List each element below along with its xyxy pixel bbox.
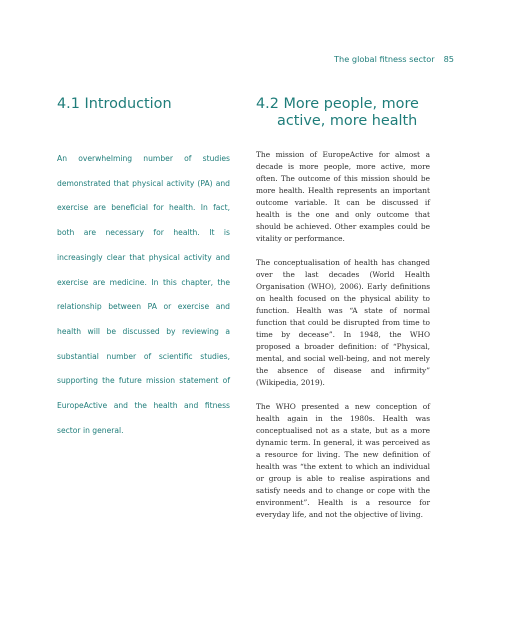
body-paragraph: The conceptualisation of health has changed over the last decades (World Health Organisation (WHO), 2006). Early definitions on health focused on the physical ability to function. Health was “A state of normal function that could be disrupted from time to time by decease”. In 1948, the WHO proposed a broader definition: of “Physical, mental, and social well-being, and not merely the absence of disease and infirmity” (Wikipedia, 2019).	[256, 258, 430, 387]
heading-line-1: 4.2 More people, more	[256, 96, 419, 112]
body-text	[256, 149, 430, 521]
running-title: The global fitness sector	[334, 54, 435, 64]
left-column	[57, 96, 230, 443]
body-paragraph: The WHO presented a new conception of health again in the 1980s. Health was conceptualised not as a state, but as a more dynamic term. In general, it was perceived as a resource for living. The new definition of health was “the extent to which an individual or group is able to realise aspirations and satisfy needs and to change or cope with the environment”. Health is a resource for everyday life, and not the objective of living.	[256, 402, 430, 519]
page-number: 85	[443, 54, 454, 64]
section-heading-more-people	[256, 96, 430, 130]
section-heading-introduction: 4.1 Introduction	[57, 96, 172, 112]
right-column	[256, 96, 430, 533]
heading-line-2: active, more health	[277, 113, 418, 129]
body-paragraph: The mission of EuropeActive for almost a decade is more people, more active, more often. The outcome of this mission should be more health. Health represents an important outcome variable. It can be discussed if health is the one and only outcome that should be achieved. Other examples could be vitality or performance.	[256, 150, 430, 243]
intro-paragraph: An overwhelming number of studies demonstrated that physical activity (PA) and exercise are beneficial for health. In fact, both are necessary for health. It is increasingly clear that physical activity and exercise are medicine. In this chapter, the relationship between PA or exercise and health will be discussed by reviewing a substantial number of scientific studies, supporting the future mission statement of EuropeActive and the health and fitness sector in general.	[57, 154, 230, 435]
running-header	[334, 54, 454, 64]
